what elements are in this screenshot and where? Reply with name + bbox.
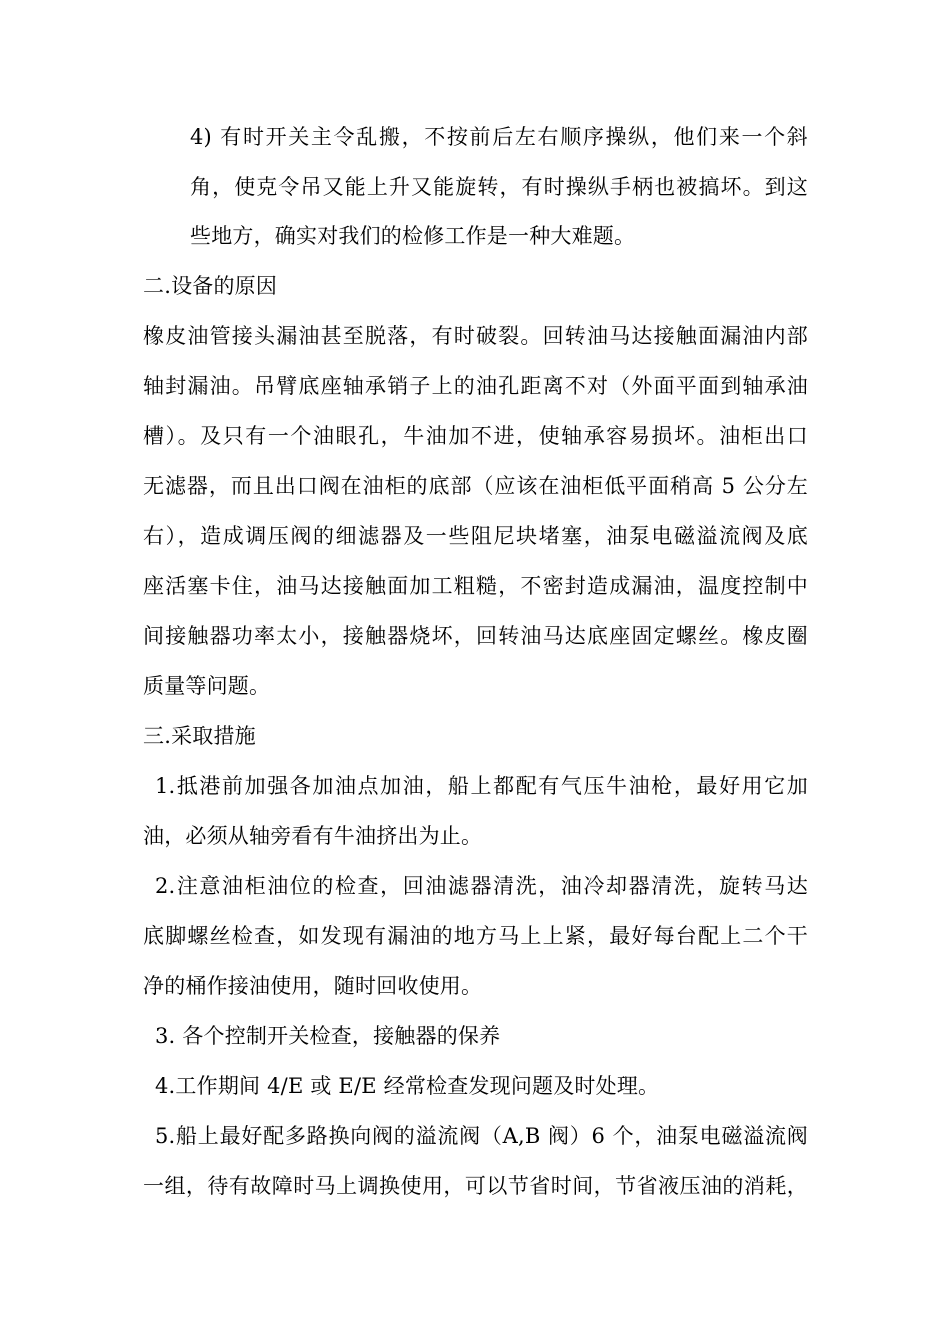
section2-line1: 橡皮油管接头漏油甚至脱落，有时破裂。回转油马达接触面漏油内部 <box>143 324 808 348</box>
measure3: 3. 各个控制开关检查，接触器的保养 <box>155 1024 501 1048</box>
section2-line5: 右），造成调压阀的细滤器及一些阻尼块堵塞，油泵电磁溢流阀及底 <box>143 524 808 548</box>
section2-heading: 二.设备的原因 <box>143 274 278 298</box>
measure5-line1: 5.船上最好配多路换向阀的溢流阀（A,B 阀）6 个，油泵电磁溢流阀 <box>155 1124 808 1148</box>
measure1-line1: 1.抵港前加强各加油点加油，船上都配有气压牛油枪，最好用它加 <box>155 774 808 798</box>
measure2-line2: 底脚螺丝检查，如发现有漏油的地方马上上紧，最好每台配上二个干 <box>143 924 808 948</box>
measure4: 4.工作期间 4/E 或 E/E 经常检查发现问题及时处理。 <box>155 1074 660 1098</box>
measure1-line2: 油，必须从轴旁看有牛油挤出为止。 <box>143 824 483 848</box>
section2-line2: 轴封漏油。吊臂底座轴承销子上的油孔距离不对（外面平面到轴承油 <box>143 374 808 398</box>
section2-line4: 无滤器，而且出口阀在油柜的底部（应该在油柜低平面稍高 5 公分左 <box>143 474 808 498</box>
section3-heading: 三.采取措施 <box>143 724 256 748</box>
section2-line3: 槽）。及只有一个油眼孔，牛油加不进，使轴承容易损坏。油柜出口 <box>143 424 808 448</box>
item4-line3: 些地方，确实对我们的检修工作是一种大难题。 <box>190 224 636 248</box>
measure5-line2: 一组，待有故障时马上调换使用，可以节省时间，节省液压油的消耗， <box>143 1174 808 1198</box>
item4-line1: 4) 有时开关主令乱搬，不按前后左右顺序操纵，他们来一个斜 <box>190 125 808 149</box>
section2-line6: 座活塞卡住，油马达接触面加工粗糙，不密封造成漏油，温度控制中 <box>143 574 808 598</box>
measure2-line1: 2.注意油柜油位的检查，回油滤器清洗，油冷却器清洗，旋转马达 <box>155 874 808 898</box>
section2-line7: 间接触器功率太小，接触器烧坏，回转油马达底座固定螺丝。橡皮圈 <box>143 624 808 648</box>
measure2-line3: 净的桶作接油使用，随时回收使用。 <box>143 974 483 998</box>
section2-line8: 质量等问题。 <box>143 674 271 698</box>
item4-line2: 角，使克令吊又能上升又能旋转，有时操纵手柄也被搞坏。到这 <box>190 175 808 199</box>
